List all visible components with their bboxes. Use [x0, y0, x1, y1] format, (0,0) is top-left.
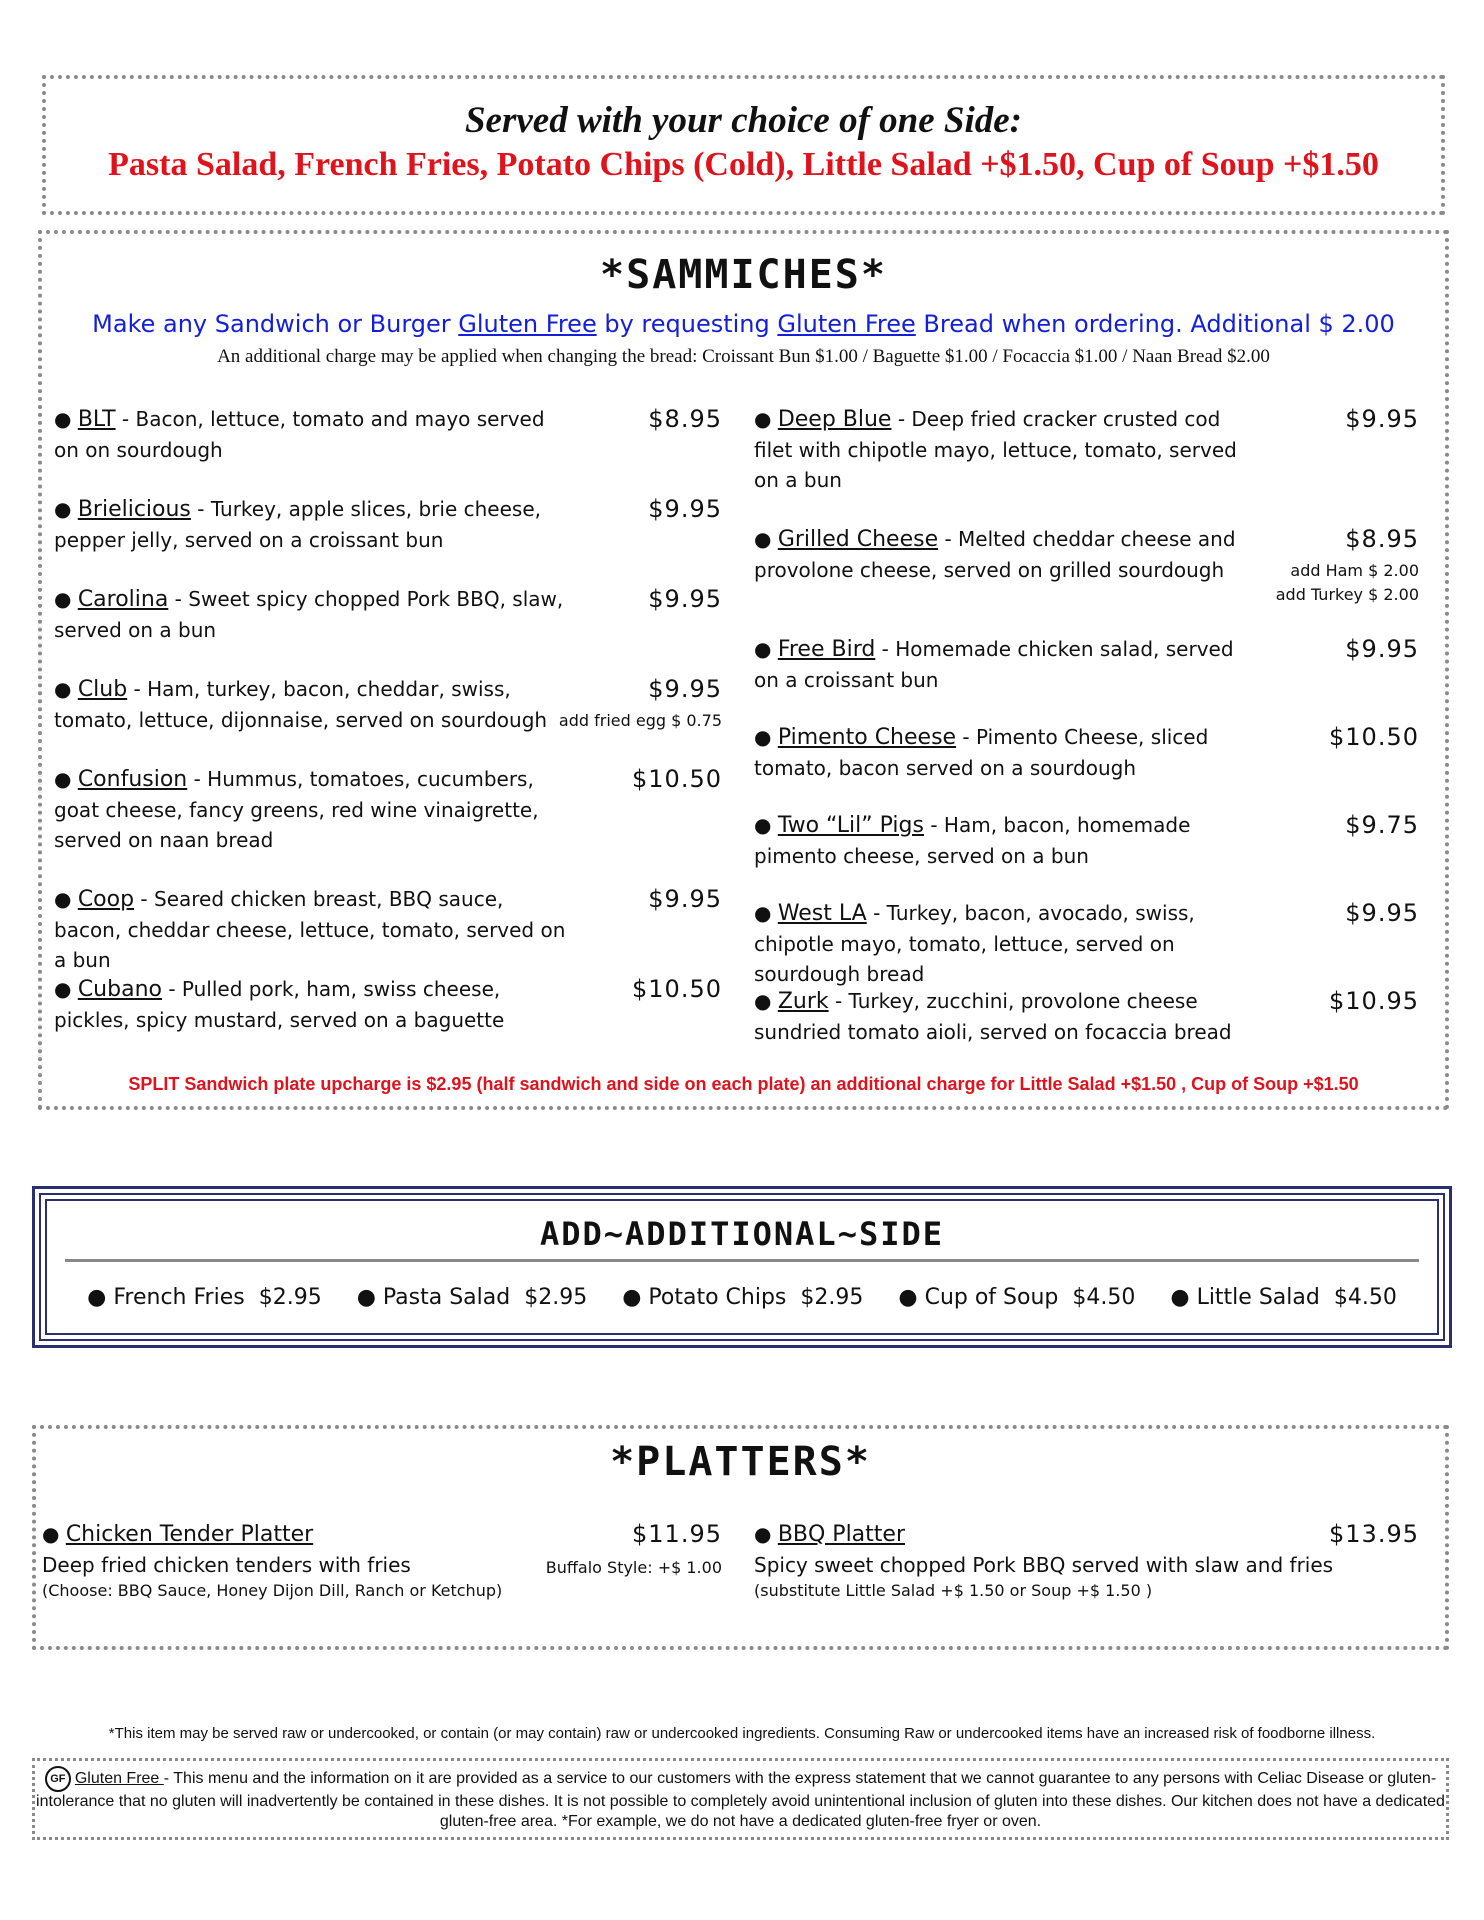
side-choice-box	[42, 75, 1445, 215]
side-item: ● Little Salad $4.50	[1170, 1285, 1397, 1310]
sammiches-section	[38, 230, 1449, 1110]
item-addon-ham: add Ham $ 2.00	[1290, 561, 1419, 580]
gf-mid: by requesting	[596, 310, 778, 338]
item-price: $8.95	[648, 405, 722, 433]
menu-item-brielicious: ● Brielicious - Turkey, apple slices, brie cheese, pepper jelly, served on a croissant bun $9.95	[54, 495, 722, 552]
item-price: $10.50	[632, 765, 722, 793]
item-name: Carolina	[77, 587, 169, 612]
menu-item-bbq-platter: ● BBQ Platter $13.95 Spicy sweet chopped Pork BBQ served with slaw and fries (substitute Little Salad +$ 1.50 or Soup +$ 1.50 )	[754, 1520, 1419, 1600]
menu-item-west-la: ● West LA - Turkey, bacon, avocado, swiss, chipotle mayo, tomato, lettuce, served on sourdough bread $9.95	[754, 899, 1419, 986]
item-price: $13.95	[1329, 1520, 1419, 1548]
side-choice-heading: Served with your choice of one Side:	[464, 100, 1022, 141]
item-price: $10.95	[1329, 987, 1419, 1015]
menu-item-confusion: ● Confusion - Hummus, tomatoes, cucumbers, goat cheese, fancy greens, red wine vinaigrette, served on naan bread $10.50	[54, 765, 722, 852]
item-addon-turkey: add Turkey $ 2.00	[1275, 585, 1419, 604]
item-desc: - Deep fried cracker crusted cod filet with chipotle mayo, lettuce, tomato, served on a bun	[754, 407, 1237, 492]
menu-item-club: ● Club - Ham, turkey, bacon, cheddar, swiss, tomato, lettuce, dijonnaise, served on sourdough $9.95 add fried egg $ 0.75	[54, 674, 722, 735]
item-name: Zurk	[777, 989, 829, 1014]
item-name: Confusion	[77, 767, 188, 792]
item-price: $8.95	[1345, 525, 1419, 553]
item-name: BLT	[77, 407, 116, 432]
item-desc: - Turkey, apple slices, brie cheese, pepper jelly, served on a croissant bun	[54, 497, 541, 552]
item-addon-note: add fried egg $ 0.75	[558, 711, 722, 730]
item-name: Grilled Cheese	[777, 527, 939, 552]
item-price: $10.50	[632, 975, 722, 1003]
item-desc: - Ham, turkey, bacon, cheddar, swiss, tomato, lettuce, dijonnaise, served on sourdough	[54, 677, 548, 732]
menu-item-chicken-tender-platter: ● Chicken Tender Platter $11.95 Deep fried chicken tenders with fries Buffalo Style: +$ 1.00 (Choose: BBQ Sauce, Honey Dijon Dill, Ranch or Ketchup)	[42, 1520, 722, 1600]
menu-item-carolina: ● Carolina - Sweet spicy chopped Pork BBQ, slaw, served on a bun $9.95	[54, 585, 722, 642]
item-name: Chicken Tender Platter	[65, 1522, 314, 1547]
item-price: $9.95	[648, 495, 722, 523]
side-item: ● French Fries $2.95	[87, 1285, 322, 1310]
menu-item-grilled-cheese: ● Grilled Cheese - Melted cheddar cheese and provolone cheese, served on grilled sourdough $8.95 add Ham $ 2.00 add Turkey $ 2.00	[754, 524, 1419, 585]
item-name: Club	[77, 677, 128, 702]
item-desc: - Turkey, zucchini, provolone cheese sundried tomato aioli, served on focaccia bread	[754, 989, 1232, 1044]
item-name: BBQ Platter	[777, 1522, 905, 1547]
split-sandwich-note: SPLIT Sandwich plate upcharge is $2.95 (half sandwich and side on each plate) an additional charge for Little Salad +$1.50 , Cup of Soup +$1.50	[128, 1074, 1359, 1094]
add-side-section	[32, 1186, 1452, 1348]
item-price: $10.50	[1329, 723, 1419, 751]
menu-item-two-lil-pigs: ● Two “Lil” Pigs - Ham, bacon, homemade pimento cheese, served on a bun $9.75	[754, 811, 1419, 868]
item-desc: - Pulled pork, ham, swiss cheese, pickles, spicy mustard, served on a baguette	[54, 977, 505, 1032]
divider	[65, 1259, 1419, 1262]
gluten-free-disclaimer	[32, 1758, 1449, 1840]
item-addon-note: Buffalo Style: +$ 1.00	[545, 1558, 722, 1577]
platters-section	[32, 1425, 1449, 1650]
item-price: $9.95	[1345, 405, 1419, 433]
gf-link-1: Gluten Free	[458, 310, 597, 338]
gf-suffix: Bread when ordering. Additional $ 2.00	[915, 310, 1395, 338]
raw-food-disclaimer: *This item may be served raw or undercooked, or contain (or may contain) raw or undercooked ingredients. Consuming Raw or undercooked items have an increased risk of foodborne illness.	[108, 1725, 1376, 1742]
item-desc: - Melted cheddar cheese and provolone cheese, served on grilled sourdough	[754, 527, 1236, 582]
item-price: $9.95	[648, 675, 722, 703]
item-name: Pimento Cheese	[777, 725, 957, 750]
gluten-free-notice	[42, 310, 1445, 338]
add-side-title: ADD~ADDITIONAL~SIDE	[539, 1215, 945, 1253]
item-name: Deep Blue	[777, 407, 892, 432]
item-name: West LA	[777, 901, 867, 926]
menu-item-coop: ● Coop - Seared chicken breast, BBQ sauce, bacon, cheddar cheese, lettuce, tomato, served on a bun $9.95	[54, 885, 722, 972]
item-name: Coop	[77, 887, 135, 912]
item-sub-note: (substitute Little Salad +$ 1.50 or Soup +$ 1.50 )	[754, 1581, 1153, 1600]
gf-link-2: Gluten Free	[777, 310, 916, 338]
item-desc: - Hummus, tomatoes, cucumbers, goat cheese, fancy greens, red wine vinaigrette, served on naan bread	[54, 767, 539, 852]
item-price: $9.95	[1345, 899, 1419, 927]
menu-item-zurk: ● Zurk - Turkey, zucchini, provolone cheese sundried tomato aioli, served on focaccia bread $10.95	[754, 987, 1419, 1044]
menu-item-blt: ● BLT - Bacon, lettuce, tomato and mayo served on on sourdough $8.95	[54, 405, 722, 462]
side-item: ● Cup of Soup $4.50	[898, 1285, 1136, 1310]
gf-label: Gluten Free	[74, 1770, 164, 1788]
item-name: Free Bird	[777, 637, 876, 662]
item-sub-note: (Choose: BBQ Sauce, Honey Dijon Dill, Ranch or Ketchup)	[42, 1581, 503, 1600]
item-desc: - Homemade chicken salad, served on a croissant bun	[754, 637, 1234, 692]
side-item: ● Pasta Salad $2.95	[356, 1285, 588, 1310]
side-choice-options: Pasta Salad, French Fries, Potato Chips (Cold), Little Salad +$1.50, Cup of Soup +$1.50	[108, 146, 1379, 183]
item-desc: - Seared chicken breast, BBQ sauce, bacon, cheddar cheese, lettuce, tomato, served on a bun	[54, 887, 566, 972]
item-price: $9.95	[648, 585, 722, 613]
item-name: Two “Lil” Pigs	[777, 813, 924, 838]
sammiches-title: *SAMMICHES*	[600, 252, 887, 298]
menu-item-pimento-cheese: ● Pimento Cheese - Pimento Cheese, sliced tomato, bacon served on a sourdough $10.50	[754, 723, 1419, 780]
item-desc: Spicy sweet chopped Pork BBQ served with slaw and fries	[754, 1553, 1334, 1577]
item-price: $9.95	[648, 885, 722, 913]
menu-item-deep-blue: ● Deep Blue - Deep fried cracker crusted cod filet with chipotle mayo, lettuce, tomato, served on a bun $9.95	[754, 405, 1419, 492]
gluten-free-badge-icon: GF	[45, 1766, 71, 1792]
item-desc: - Pimento Cheese, sliced tomato, bacon served on a sourdough	[754, 725, 1209, 780]
item-desc: Deep fried chicken tenders with fries	[42, 1553, 411, 1577]
platters-title: *PLATTERS*	[610, 1439, 871, 1485]
item-desc: - Ham, bacon, homemade pimento cheese, served on a bun	[754, 813, 1191, 868]
item-desc: - Bacon, lettuce, tomato and mayo served on on sourdough	[54, 407, 545, 462]
bread-charge-note: An additional charge may be applied when changing the bread: Croissant Bun $1.00 / Baguette $1.00 / Focaccia $1.00 / Naan Bread $2.00	[217, 346, 1270, 367]
side-item: ● Potato Chips $2.95	[622, 1285, 864, 1310]
item-desc: - Turkey, bacon, avocado, swiss, chipotle mayo, tomato, lettuce, served on sourdough bread	[754, 901, 1195, 986]
item-price: $9.95	[1345, 635, 1419, 663]
gf-prefix: Make any Sandwich or Burger	[92, 310, 459, 338]
menu-item-cubano: ● Cubano - Pulled pork, ham, swiss cheese, pickles, spicy mustard, served on a baguette $10.50	[54, 975, 722, 1032]
item-price: $11.95	[632, 1520, 722, 1548]
item-desc: - Sweet spicy chopped Pork BBQ, slaw, served on a bun	[54, 587, 564, 642]
gf-disclaimer-text: - This menu and the information on it are provided as a service to our customers with the express statement that we cannot guarantee to any persons with Celiac Disease or gluten-intolerance that no gluten will inadvertently be contained in these dishes. It is not possible to completely avoid unintentional inclusion of gluten into these dishes. Our kitchen does not have a dedicated gluten-free area. *For example, we do not have a dedicated gluten-free fryer or oven.	[36, 1770, 1445, 1830]
menu-item-free-bird: ● Free Bird - Homemade chicken salad, served on a croissant bun $9.95	[754, 635, 1419, 692]
item-name: Cubano	[77, 977, 162, 1002]
add-side-list	[35, 1285, 1449, 1310]
item-price: $9.75	[1345, 811, 1419, 839]
item-name: Brielicious	[77, 497, 191, 522]
